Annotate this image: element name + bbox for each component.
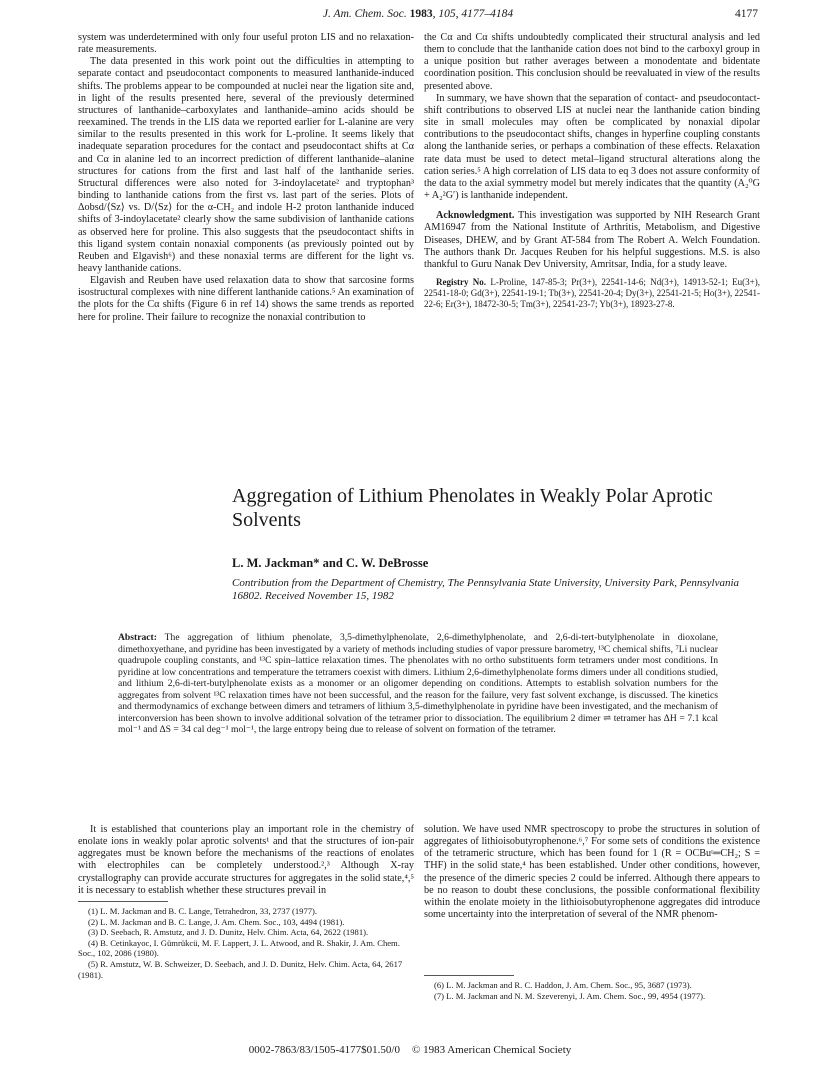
- paragraph: the Cα and Cα shifts undoubtedly complicated their structural analysis and led them to conclude that the lanthanide cation does not bind to the carboxyl group in a unique position but rather averages between a monodentate and bidentate coordination position. This conclusion should be reevaluated in view of the results presented above.: [424, 32, 760, 92]
- footnotes-right: [424, 980, 760, 1001]
- footnote: (3) D. Seebach, R. Amstutz, and J. D. Dunitz, Helv. Chim. Acta, 64, 2622 (1981).: [88, 927, 369, 938]
- abstract-label: Abstract:: [118, 632, 157, 643]
- footnotes-left: [78, 906, 414, 980]
- registry-label: Registry No.: [436, 276, 487, 287]
- paragraph: system was underdetermined with only four useful proton LIS and no relaxation-rate measurements.: [78, 32, 414, 56]
- abstract-text: The aggregation of lithium phenolate, 3,5-dimethylphenolate, 2,6-dimethylphenolate, and 2,6-di-tert-butylphenolate in dioxolane, dimethoxyethane, and pyridine has been investigated by a variety of methods including studies of vapor pressure barometry, ¹³C chemical shifts, ⁷Li nuclear quadrupole coupling constants, and ¹³C spin–lattice relaxation times. The phenolates with no ortho substituents form tetramers under most conditions. In pyridine at low concentrations and temperature the tetramers coexist with dimers. Lithium 2,6-dimethylphenolate forms dimers under all conditions studied, and lithium 2,6-di-tert-butylphenolate exists as a monomer or an oligomer depending on conditions. Attempts to establish solvation numbers for the aggregates from solvent ¹³C relaxation times have not been successful, and the reason for the failure, very fast solvent exchange, is discussed. The kinetics and thermodynamics of exchange between dimers and tetramers of lithium 3,5-dimethylphenolate in pyridine have been investigated, and the mechanism of interconversion has been shown to involve additional solvation of the tetramer prior to dissociation. The equilibrium 2 dimer ⇌ tetramer has ΔH = 7.1 kcal mol⁻¹ and ΔS = 34 cal deg⁻¹ mol⁻¹, the large entropy being due to release of solvent on formation of the tetramer.: [118, 632, 718, 736]
- prev-article-column-left: [78, 32, 414, 324]
- copyright: © 1983 American Chemical Society: [411, 1044, 572, 1056]
- journal-citation: [78, 8, 758, 20]
- acknowledgment-label: Acknowledgment.: [436, 210, 515, 222]
- journal-year: 1983: [409, 8, 433, 20]
- body-column-left: [78, 824, 414, 897]
- body-column-right: [424, 824, 760, 921]
- journal-volume-pages: , 105, 4177–4184: [432, 8, 514, 20]
- paragraph: The data presented in this work point out the difficulties in attempting to separate contact and pseudocontact components to measured lanthanide-induced shifts. The problems appear to be compounded at nuclei near the ligation site and, in light of the results presented here, several of the previously determined structures of lanthanide–carboxylates and lanthanide–amino acids should be reexamined. The trends in the LIS data we reported earlier for L-alanine are very similar to the results presented in this work for L-proline. It seems likely that inadequate separation procedures for the contact and pseudocontact shifts at Cα and Cα in alanine led to an incorrect prediction of different lanthanide–alanine structures for cations from the first and last half of the lanthanide series. Structural differences were also noted for 3-indoylacetate² and tryptophan³ binding to lanthanide cations from the first vs. last part of the series. Plots of Δobsd/⟨Sz⟩ vs. D/⟨Sz⟩ for the α-CH₂ and indole H-2 proton lanthanide induced shifts of 3-indoylacetate² clearly show the same subdivision of lanthanide cations as observed here for proline. This also suggests that the pseudocontact shifts in this ligand system contain nonaxial components (as previously pointed out by Reuben and Elgavish⁶) and these nonaxial terms are different for the light vs. heavy lanthanide cations.: [78, 56, 414, 274]
- footnote: (2) L. M. Jackman and B. C. Lange, J. Am. Chem. Soc., 103, 4494 (1981).: [88, 916, 345, 927]
- article-code: 0002-7863/83/1505-4177$01.50/0: [248, 1044, 400, 1056]
- article-affiliation: Contribution from the Department of Chemistry, The Pennsylvania State University, University Park, Pennsylvania 16802. Received November 15, 1982: [232, 577, 740, 602]
- prev-article-column-right: [424, 32, 760, 311]
- paragraph: It is established that counterions play an important role in the chemistry of enolate ions in weakly polar aprotic solvents¹ and that the structures of ion-pair aggregates must be known before the mechanisms of the reactions of enolates with electrophiles can be completely understood.²,³ Although X-ray crystallography can provide accurate structures for aggregates in the solid state,⁴,⁵ it is necessary to establish whether these structures prevail in: [78, 824, 414, 896]
- abstract: [118, 632, 718, 736]
- running-header: [78, 8, 758, 24]
- footnote: (6) L. M. Jackman and R. C. Haddon, J. Am. Chem. Soc., 95, 3687 (1973).: [434, 980, 692, 990]
- acknowledgment-text: This investigation was supported by NIH Research Grant AM16947 from the National Institute of Arthritis, Metabolism, and Digestive Diseases, DHEW, and by Grant AT-584 from The Robert A. Welch Foundation. The authors thank Dr. Jacques Reuben for his helpful suggestions. M.S. is also thankful to Guru Nanak Dev University, Amritsar, India, for a study leave.: [424, 210, 760, 270]
- paragraph: In summary, we have shown that the separation of contact- and pseudocontact-shift contributions to observed LIS at nuclei near the lanthanide cation binding site in small molecules may often be complicated by nonaxial dipolar contributions to the pseudocontact shifts, changes in hyperfine coupling constants along the lanthanide series, or perhaps a combination of these effects. Relaxation rate data must be used to detect metal–ligand structural alterations along the cation series.⁵ A high correlation of LIS data to eq 3 does not assure conformity of the data to the axial symmetry model but merely indicates that the quantity (A₂⁰G + A₂²G′) is lanthanide independent.: [424, 92, 760, 202]
- page-number: 4177: [735, 8, 758, 20]
- page-footer: [0, 1044, 820, 1056]
- article-title: Aggregation of Lithium Phenolates in Weakly Polar Aprotic Solvents: [232, 485, 713, 531]
- registry-text: L-Proline, 147-85-3; Pr(3+), 22541-14-6; Nd(3+), 14913-52-1; Eu(3+), 22541-18-0; Gd(3+), 22541-19-1; Tb(3+), 22541-20-4; Dy(3+), 22541-21-5; Ho(3+), 22541-22-6; Er(3+), 18472-30-5; Tm(3+), 22541-23-7; Yb(3+), 18923-27-8.: [424, 276, 760, 310]
- footnote: (7) L. M. Jackman and N. M. Szeverenyi, J. Am. Chem. Soc., 99, 4954 (1977).: [434, 990, 706, 1001]
- journal-name: J. Am. Chem. Soc.: [322, 8, 407, 20]
- footnote: (1) L. M. Jackman and B. C. Lange, Tetrahedron, 33, 2737 (1977).: [88, 906, 318, 916]
- footnote: (5) R. Amstutz, W. B. Schweizer, D. Seebach, and J. D. Dunitz, Helv. Chim. Acta, 64, 2617 (1981).: [78, 958, 403, 980]
- acknowledgment: [424, 210, 760, 271]
- article-authors: L. M. Jackman* and C. W. DeBrosse: [232, 556, 429, 570]
- registry-numbers: [424, 277, 760, 311]
- footnote: (4) B. Cetinkayoc, I. Gümrükcü, M. F. Lappert, J. L. Atwood, and R. Shakir, J. Am. Chem. Soc., 102, 2086 (1980).: [78, 937, 400, 959]
- paragraph: solution. We have used NMR spectroscopy to probe the structures in solution of aggregates of lithioisobutyrophenone.⁶,⁷ For some sets of conditions the existence of the tetrameric structure, which has been found for 1 (R = OCBuᵗ═CH₂; S = THF) in the solid state,⁴ has been established. Under other conditions, however, the presence of the dimeric species 2 could be inferred. Although there appears to be no reason to doubt these conclusions, the possible conformational flexibility within the enolate moiety in the lithioisobutyrophenone aggregates did introduce some uncertainty into the interpretation of several of the NMR phenom-: [424, 824, 760, 921]
- paragraph: Elgavish and Reuben have used relaxation data to show that sarcosine forms isostructural complexes with nine different lanthanide cations.⁵ An examination of the plots for the Cα shifts (Figure 6 in ref 14) shows the same trends as reported here for proline. Their failure to recognize the nonaxial contribution to: [78, 275, 414, 323]
- footnote-divider: [78, 901, 168, 902]
- footnote-divider: [424, 975, 514, 976]
